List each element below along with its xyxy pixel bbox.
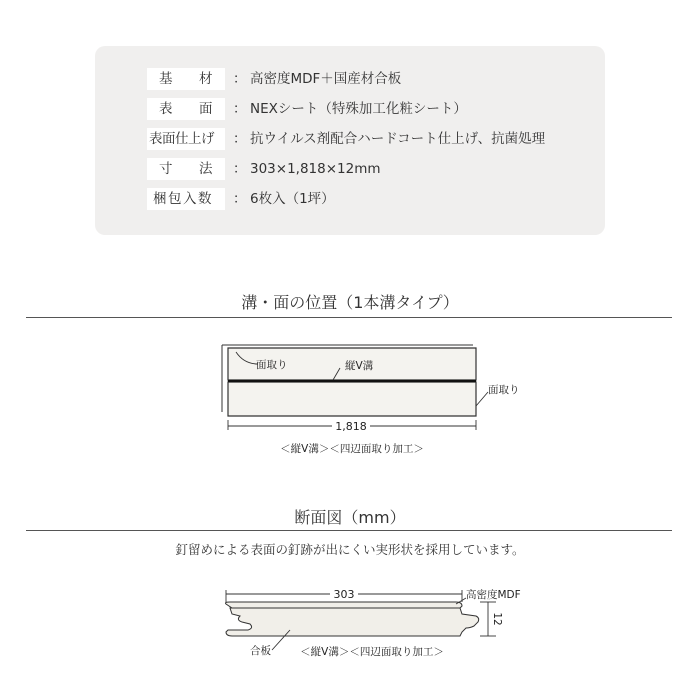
groove-section-title: 溝・面の位置（1本溝タイプ） xyxy=(241,293,459,312)
groove-caption: ＜縦V溝＞＜四辺面取り加工＞ xyxy=(280,443,424,455)
spec-row-dimensions xyxy=(95,158,605,182)
mdf-layer xyxy=(226,602,463,608)
bottom-panel xyxy=(228,382,476,416)
leader-chamfer-right xyxy=(476,392,488,406)
cross-section-title: 断面図（mm） xyxy=(294,508,406,527)
dimension-width: 303 xyxy=(333,588,355,601)
spec-value: 高密度MDF＋国産材合板 xyxy=(250,71,402,87)
dimension-thickness: 12 xyxy=(491,612,503,626)
spec-colon: ： xyxy=(233,131,247,147)
cross-section-caption: ＜縦V溝＞＜四辺面取り加工＞ xyxy=(300,646,444,658)
label-chamfer-top: 面取り xyxy=(256,359,288,371)
spec-colon: ： xyxy=(233,161,247,177)
spec-row-material xyxy=(95,68,605,92)
label-chamfer-right: 面取り xyxy=(488,384,520,396)
label-mdf: 高密度MDF xyxy=(466,589,521,601)
spec-panel xyxy=(95,46,605,235)
cross-section-note: 釘留めによる表面の釘跡が出にくい実形状を採用しています。 xyxy=(175,542,525,557)
spec-value: 6枚入（1坪） xyxy=(250,191,335,207)
spec-colon: ： xyxy=(233,191,247,207)
spec-value: NEXシート（特殊加工化粧シート） xyxy=(250,101,467,117)
spec-label: 表面仕上げ xyxy=(147,128,225,150)
spec-value: 抗ウイルス剤配合ハードコート仕上げ、抗菌処理 xyxy=(250,131,546,147)
spec-label: 梱包入数 xyxy=(147,188,225,210)
spec-colon: ： xyxy=(233,101,247,117)
dimension-length: 1,818 xyxy=(335,420,367,433)
section-divider xyxy=(26,317,672,318)
spec-row-finish xyxy=(95,128,605,152)
label-plywood: 合板 xyxy=(250,645,271,657)
spec-label: 表 面 xyxy=(147,98,225,120)
spec-row-package xyxy=(95,188,605,212)
spec-value: 303×1,818×12mm xyxy=(250,161,381,177)
spec-label: 寸 法 xyxy=(147,158,225,180)
spec-label: 基 材 xyxy=(147,68,225,90)
label-v-groove: 縦V溝 xyxy=(345,360,374,372)
spec-row-surface xyxy=(95,98,605,122)
spec-colon: ： xyxy=(233,71,247,87)
section-divider xyxy=(26,530,672,531)
plywood-layer xyxy=(226,608,479,636)
cross-section-diagram xyxy=(0,580,700,670)
groove-diagram xyxy=(0,330,700,460)
